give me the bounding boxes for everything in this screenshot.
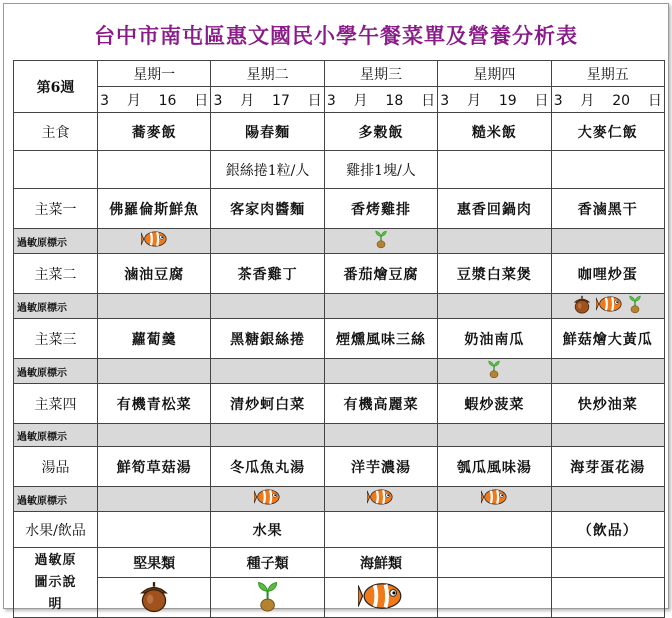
allergy-cell: [324, 294, 437, 319]
seed-icon: [627, 294, 643, 314]
menu-item: 咖哩炒蛋: [551, 254, 664, 294]
allergy-cell: [211, 424, 324, 447]
date-day-unit: 日: [194, 92, 209, 109]
date-day: 19: [498, 92, 517, 109]
day-name-mon: 星期一: [98, 61, 211, 87]
menu-item: 瓠瓜風味湯: [438, 447, 551, 487]
menu-item: 番茄燴豆腐: [324, 254, 437, 294]
allergy-cell: [438, 359, 551, 384]
allergy-cell: [551, 359, 664, 384]
seed-icon: [373, 229, 389, 249]
menu-item: [324, 512, 437, 548]
date-month: 3: [326, 92, 336, 109]
menu-item: [98, 512, 211, 548]
allergy-cell: [324, 229, 437, 254]
allergy-cell: [211, 487, 324, 512]
legend-fish-name: 海鮮類: [324, 548, 437, 578]
allergy-cell: [98, 359, 211, 384]
menu-item: 黑糖銀絲捲: [211, 319, 324, 359]
date-month-unit: 月: [353, 92, 368, 109]
menu-item: 滷油豆腐: [98, 254, 211, 294]
legend-seed-name: 種子類: [211, 548, 324, 578]
menu-item: 蘿蔔羹: [98, 319, 211, 359]
allergy-cell: [551, 424, 664, 447]
menu-item: 茶香雞丁: [211, 254, 324, 294]
fish-icon: [367, 487, 394, 507]
menu-item: 冬瓜魚丸湯: [211, 447, 324, 487]
row-label: 湯品: [14, 447, 98, 487]
menu-item: 蕎麥飯: [98, 113, 211, 151]
menu-item: 銀絲捲1粒/人: [211, 151, 324, 189]
fish-icon: [596, 294, 623, 314]
date-cell: [98, 87, 211, 113]
date-day-unit: 日: [647, 92, 662, 109]
date-month: 3: [553, 92, 563, 109]
date-day: 17: [272, 92, 290, 109]
allergy-cell: [438, 229, 551, 254]
date-day-unit: 日: [421, 92, 436, 109]
date-day: 20: [612, 92, 631, 109]
date-month-unit: 月: [126, 92, 141, 109]
date-day: 16: [158, 92, 177, 109]
menu-item: 海芽蛋花湯: [551, 447, 664, 487]
row-label: [14, 151, 98, 189]
date-month-unit: 月: [580, 92, 595, 109]
allergy-label: 過敏原標示: [14, 229, 98, 254]
allergy-cell: [98, 294, 211, 319]
menu-item: [438, 151, 551, 189]
menu-item: 佛羅倫斯鮮魚: [98, 189, 211, 229]
menu-item: 陽春麵: [211, 113, 324, 151]
menu-item: 雞排1塊/人: [324, 151, 437, 189]
allergy-cell: [211, 359, 324, 384]
legend-label-line: 圖示說: [34, 574, 77, 590]
menu-item: 客家肉醬麵: [211, 189, 324, 229]
menu-item: [438, 512, 551, 548]
menu-item: 有機青松菜: [98, 384, 211, 424]
allergy-cell: [324, 359, 437, 384]
date-cell: [551, 87, 664, 113]
row-label: 主食: [14, 113, 98, 151]
row-allergy-soup: [14, 487, 665, 512]
menu-item: [98, 151, 211, 189]
menu-item: 快炒油菜: [551, 384, 664, 424]
menu-item: 惠香回鍋肉: [438, 189, 551, 229]
row-soup: [14, 447, 665, 487]
seed-icon: [254, 579, 281, 613]
fish-icon: [358, 579, 404, 613]
date-month: 3: [213, 92, 223, 109]
row-allergy-main2: [14, 294, 665, 319]
date-cell: [211, 87, 324, 113]
nut-icon: [137, 579, 171, 613]
row-label: 主菜二: [14, 254, 98, 294]
date-day: 18: [385, 92, 404, 109]
row-label: 主菜三: [14, 319, 98, 359]
row-allergy-main1: [14, 229, 665, 254]
row-label: 主菜一: [14, 189, 98, 229]
date-month-unit: 月: [467, 92, 481, 109]
menu-item: 水果: [211, 512, 324, 548]
menu-document: [3, 3, 669, 612]
allergy-cell: [98, 229, 211, 254]
menu-item: [551, 151, 664, 189]
date-month-unit: 月: [240, 92, 255, 109]
allergy-label: 過敏原標示: [14, 359, 98, 384]
row-staple: [14, 113, 665, 151]
row-label: 水果/飲品: [14, 512, 98, 548]
allergy-cell: [324, 424, 437, 447]
legend-nut-name: 堅果類: [98, 548, 211, 578]
allergy-cell: [438, 487, 551, 512]
allergy-cell: [98, 487, 211, 512]
row-fruit: [14, 512, 665, 548]
allergy-cell: [438, 424, 551, 447]
date-month: 3: [100, 92, 110, 109]
menu-item: 鮮筍草菇湯: [98, 447, 211, 487]
menu-item: 鮮菇燴大黃瓜: [551, 319, 664, 359]
row-main3: [14, 319, 665, 359]
date-month: 3: [440, 92, 450, 109]
allergy-label: 過敏原標示: [14, 424, 98, 447]
date-cell: [438, 87, 551, 113]
menu-item: 多穀飯: [324, 113, 437, 151]
day-name-tue: 星期二: [211, 61, 324, 87]
menu-item: 大麥仁飯: [551, 113, 664, 151]
menu-item: 煙燻風味三絲: [324, 319, 437, 359]
seed-icon: [486, 359, 502, 379]
legend-label-line: 明: [48, 596, 63, 612]
menu-item: 豆漿白菜煲: [438, 254, 551, 294]
week-label: 第6週: [14, 61, 98, 113]
fish-icon: [481, 487, 508, 507]
day-name-fri: 星期五: [551, 61, 664, 87]
allergy-cell: [324, 487, 437, 512]
allergy-cell: [551, 229, 664, 254]
allergy-cell: [98, 424, 211, 447]
allergy-cell: [211, 229, 324, 254]
fish-icon: [254, 487, 281, 507]
legend-empty: [438, 548, 551, 578]
row-allergy-main3: [14, 359, 665, 384]
allergy-cell: [211, 294, 324, 319]
menu-table: [13, 60, 665, 618]
date-day-unit: 日: [307, 92, 322, 109]
row-label: 主菜四: [14, 384, 98, 424]
date-day-unit: 日: [534, 92, 549, 109]
menu-item: 洋芋濃湯: [324, 447, 437, 487]
legend-label: [14, 548, 98, 618]
row-staple-note: [14, 151, 665, 189]
menu-item: 清炒蚵白菜: [211, 384, 324, 424]
menu-item: 香滷黑干: [551, 189, 664, 229]
fish-icon: [141, 229, 168, 249]
day-name-thu: 星期四: [438, 61, 551, 87]
row-allergy-main4: [14, 424, 665, 447]
allergy-cell: [551, 487, 664, 512]
menu-item: 蝦炒菠菜: [438, 384, 551, 424]
menu-item: （飲品）: [551, 512, 664, 548]
row-main2: [14, 254, 665, 294]
menu-item: 香烤雞排: [324, 189, 437, 229]
date-cell: [324, 87, 437, 113]
allergy-label: 過敏原標示: [14, 294, 98, 319]
legend-label-line: 過敏原: [34, 552, 77, 568]
menu-item: 有機高麗菜: [324, 384, 437, 424]
page-title: 台中市南屯區惠文國民小學午餐菜單及營養分析表: [94, 24, 578, 48]
legend-empty: [551, 548, 664, 578]
allergy-label: 過敏原標示: [14, 487, 98, 512]
menu-item: 糙米飯: [438, 113, 551, 151]
allergy-cell: [551, 294, 664, 319]
row-main4: [14, 384, 665, 424]
day-name-wed: 星期三: [324, 61, 437, 87]
menu-item: 奶油南瓜: [438, 319, 551, 359]
allergy-cell: [438, 294, 551, 319]
row-main1: [14, 189, 665, 229]
nut-icon: [572, 294, 592, 314]
